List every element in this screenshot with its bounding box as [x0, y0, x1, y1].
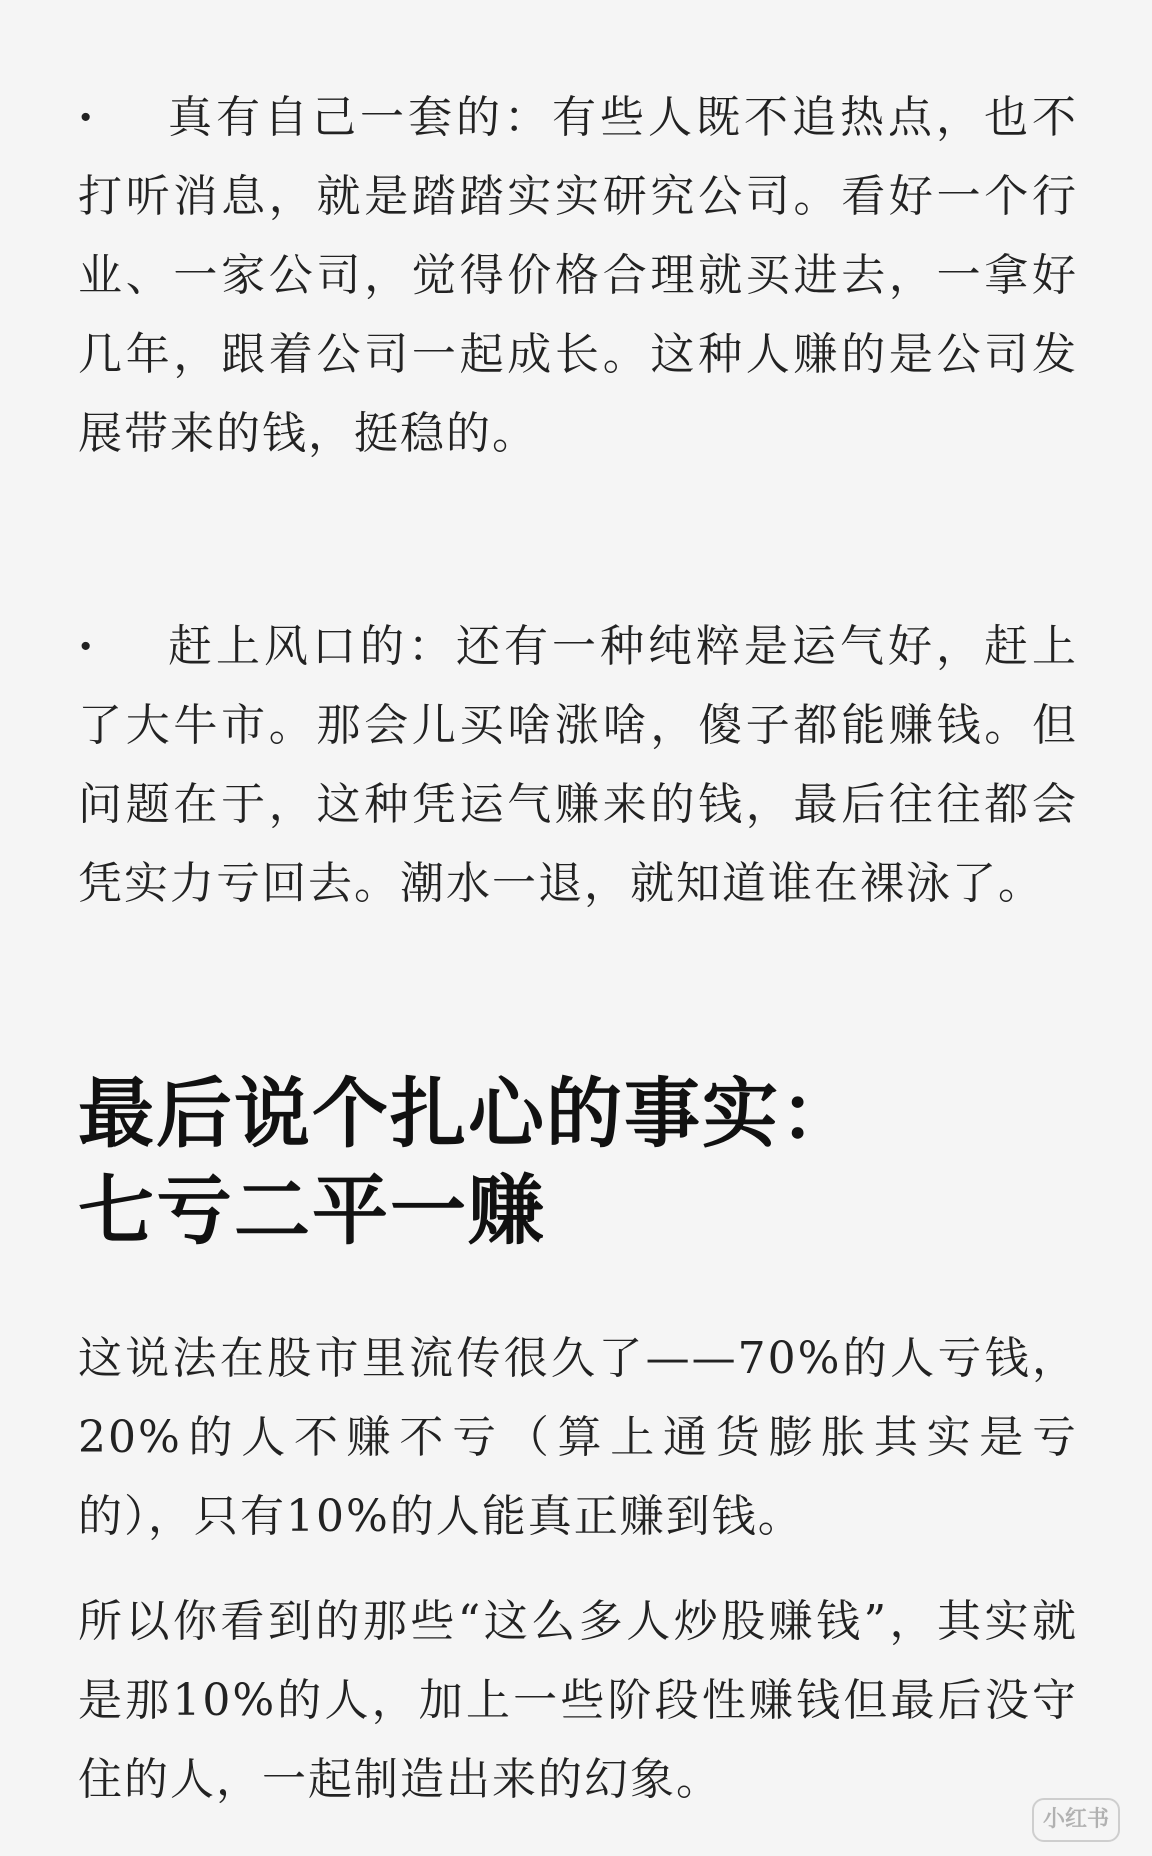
- body-paragraph: 所以你看到的那些“这么多人炒股赚钱”，其实就是那10%的人，加上一些阶段性赚钱但最后没守住的人，一起制造出来的幻象。: [78, 1596, 1078, 1805]
- heading-line-2: 七亏二平一赚: [78, 1166, 546, 1255]
- article-body: [78, 78, 1078, 1819]
- heading-line-1: 最后说个扎心的事实：: [78, 1069, 858, 1158]
- bullet-paragraph: [78, 78, 1078, 473]
- xiaohongshu-watermark-logo: 小红书: [1032, 1798, 1120, 1842]
- body-paragraph: 这说法在股市里流传很久了——70%的人亏钱，20%的人不赚不亏（算上通货膨胀其实是亏的），只有10%的人能真正赚到钱。: [78, 1333, 1078, 1542]
- bullet-dot: ·: [78, 92, 96, 143]
- bullet-dot: ·: [78, 621, 96, 672]
- bullet-text: 赶上风口的：还有一种纯粹是运气好，赶上了大牛市。那会儿买啥涨啥，傻子都能赚钱。但问题在于，这种凭运气赚来的钱，最后往往都会凭实力亏回去。潮水一退，就知道谁在裸泳了。: [78, 621, 1078, 909]
- bullet-paragraph: [78, 607, 1078, 923]
- section-heading: [78, 1065, 1078, 1259]
- bullet-text: 真有自己一套的：有些人既不追热点，也不打听消息，就是踏踏实实研究公司。看好一个行业、一家公司，觉得价格合理就买进去，一拿好几年，跟着公司一起成长。这种人赚的是公司发展带来的钱，挺稳的。: [78, 92, 1078, 459]
